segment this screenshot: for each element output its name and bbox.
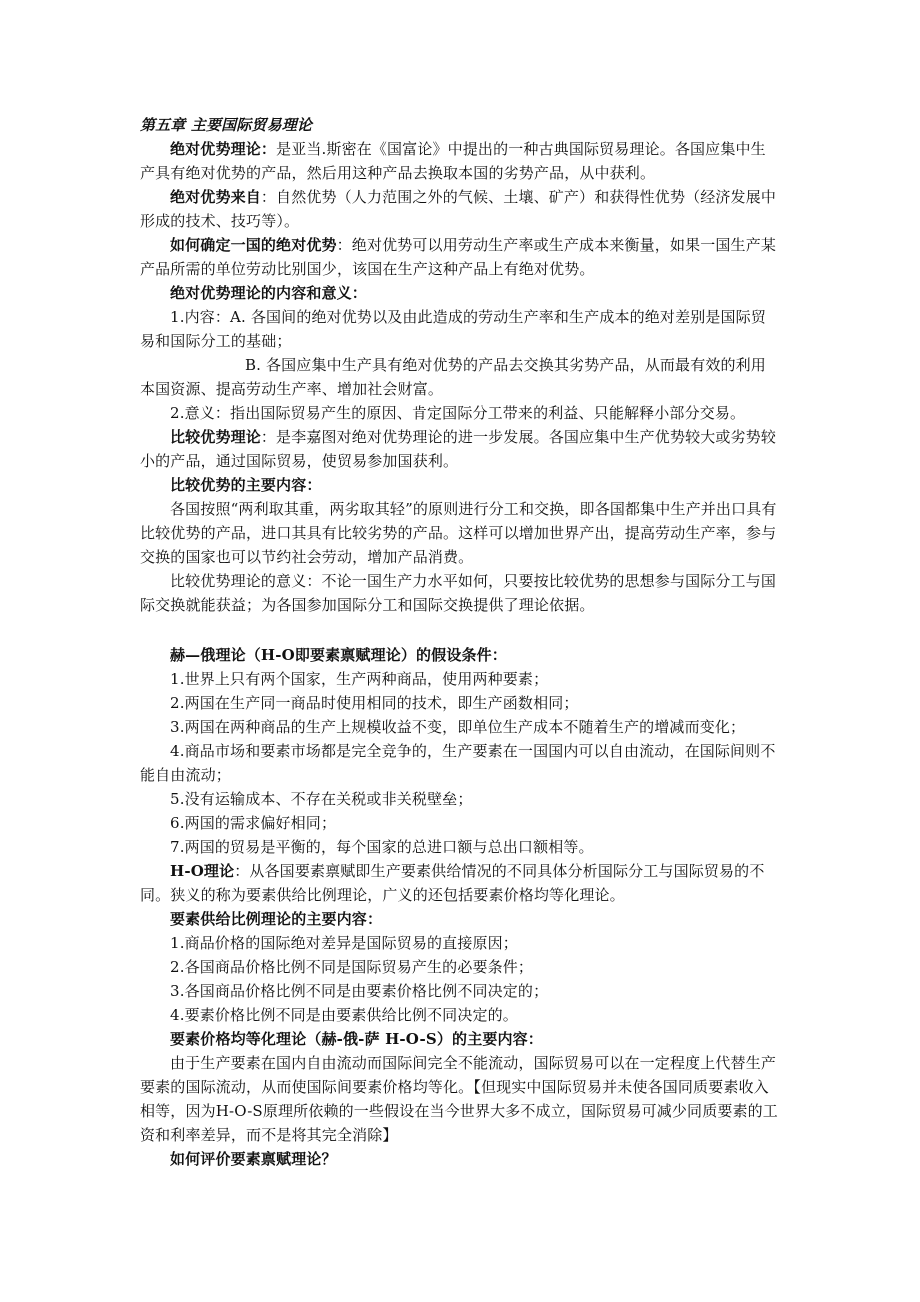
ho-assumption-item: 5.没有运输成本、不存在关税或非关税壁垒；	[170, 790, 473, 808]
absolute-meaning: 2.意义：指出国际贸易产生的原因、肯定国际分工带来的利益、只能解释小部分交易。	[170, 404, 746, 422]
comparative-content-heading: 比较优势的主要内容：	[170, 476, 322, 494]
ho-assumption-item: 7.两国的贸易是平衡的，每个国家的总进口额与总出口额相等。	[170, 838, 594, 856]
absolute-determine-text: ：绝对优势可以用劳动生产率或生产成本来衡量，如果一国生产某产品所需的单位劳动比别国少，该国在生产这种产品上有绝对优势。	[140, 236, 777, 278]
ho-theory-label: H-O理论	[170, 862, 235, 880]
absolute-content-b: B. 各国应集中生产具有绝对优势的产品去交换其劣势产品，从而最有效的利用本国资源、提高劳动生产率、增加社会财富。	[140, 356, 766, 398]
factor-supply-item: 3.各国商品价格比例不同是由要素价格比例不同决定的；	[170, 982, 549, 1000]
ho-assumption-item: 1.世界上只有两个国家，生产两种商品，使用两种要素；	[170, 670, 549, 688]
factor-supply-heading: 要素供给比例理论的主要内容：	[170, 910, 383, 928]
comparative-content-text: 各国按照“两利取其重，两劣取其轻”的原则进行分工和交换，即各国都集中生产并出口具有比较优势的产品，进口其具有比较劣势的产品。这样可以增加世界产出，提高劳动生产率，参与交换的国家也可以节约社会劳动，增加产品消费。	[140, 500, 777, 566]
absolute-content-heading: 绝对优势理论的内容和意义：	[170, 284, 367, 302]
absolute-source-label: 绝对优势来自	[170, 188, 261, 206]
factor-price-equalization-heading: 要素价格均等化理论（赫-俄-萨 H-O-S）的主要内容：	[170, 1030, 543, 1048]
absolute-source-text: ：自然优势（人力范围之外的气候、土壤、矿产）和获得性优势（经济发展中形成的技术、技巧等）。	[140, 188, 777, 230]
factor-price-equalization-text: 由于生产要素在国内自由流动而国际间完全不能流动，国际贸易可以在一定程度上代替生产要素的国际流动，从而使国际间要素价格均等化。【但现实中国际贸易并未使各国同质要素收入相等，因为H-O-S原理所依赖的一些假设在当今世界大多不成立，国际贸易可减少同质要素的工资和利率差异，而不是将其完全消除】	[140, 1054, 778, 1144]
factor-supply-item: 4.要素价格比例不同是由要素供给比例不同决定的。	[170, 1006, 518, 1024]
section-spacer	[140, 617, 780, 643]
comparative-advantage-text: ：是李嘉图对绝对优势理论的进一步发展。各国应集中生产优势较大或劣势较小的产品，通过国际贸易，使贸易参加国获利。	[140, 428, 777, 470]
ho-assumption-item: 2.两国在生产同一商品时使用相同的技术，即生产函数相同；	[170, 694, 579, 712]
absolute-advantage-determine	[140, 233, 780, 281]
ho-theory-definition	[140, 859, 780, 907]
absolute-advantage-definition	[140, 137, 780, 185]
absolute-content-a: 1.内容：A. 各国间的绝对优势以及由此造成的劳动生产率和生产成本的绝对差别是国际贸易和国际分工的基础；	[140, 308, 766, 350]
chapter-title: 第五章 主要国际贸易理论	[140, 116, 313, 134]
comparative-meaning-text: 比较优势理论的意义：不论一国生产力水平如何，只要按比较优势的思想参与国际分工与国际交换就能获益；为各国参加国际分工和国际交换提供了理论依据。	[140, 572, 777, 614]
absolute-advantage-label: 绝对优势理论：	[170, 140, 277, 158]
ho-assumption-item: 3.两国在两种商品的生产上规模收益不变，即单位生产成本不随着生产的增减而变化；	[170, 718, 746, 736]
ho-theory-text: ：从各国要素禀赋即生产要素供给情况的不同具体分析国际分工与国际贸易的不同。狭义的称为要素供给比例理论，广义的还包括要素价格均等化理论。	[140, 862, 765, 904]
comparative-advantage-definition	[140, 425, 780, 473]
comparative-advantage-label: 比较优势理论	[170, 428, 261, 446]
factor-supply-item: 2.各国商品价格比例不同是国际贸易产生的必要条件；	[170, 958, 534, 976]
absolute-advantage-text: 是亚当.斯密在《国富论》中提出的一种古典国际贸易理论。各国应集中生产具有绝对优势的产品，然后用这种产品去换取本国的劣势产品，从中获利。	[140, 140, 766, 182]
absolute-determine-label: 如何确定一国的绝对优势	[170, 236, 337, 254]
factor-supply-item: 1.商品价格的国际绝对差异是国际贸易的直接原因；	[170, 934, 518, 952]
ho-assumption-heading: 赫—俄理论（H-O即要素禀赋理论）的假设条件：	[170, 646, 507, 664]
ho-assumption-item: 6.两国的需求偏好相同；	[170, 814, 337, 832]
ho-assumption-item: 4.商品市场和要素市场都是完全竞争的，生产要素在一国国内可以自由流动，在国际间则不能自由流动；	[140, 742, 776, 784]
evaluate-heading: 如何评价要素禀赋理论？	[170, 1150, 337, 1168]
absolute-advantage-source	[140, 185, 780, 233]
